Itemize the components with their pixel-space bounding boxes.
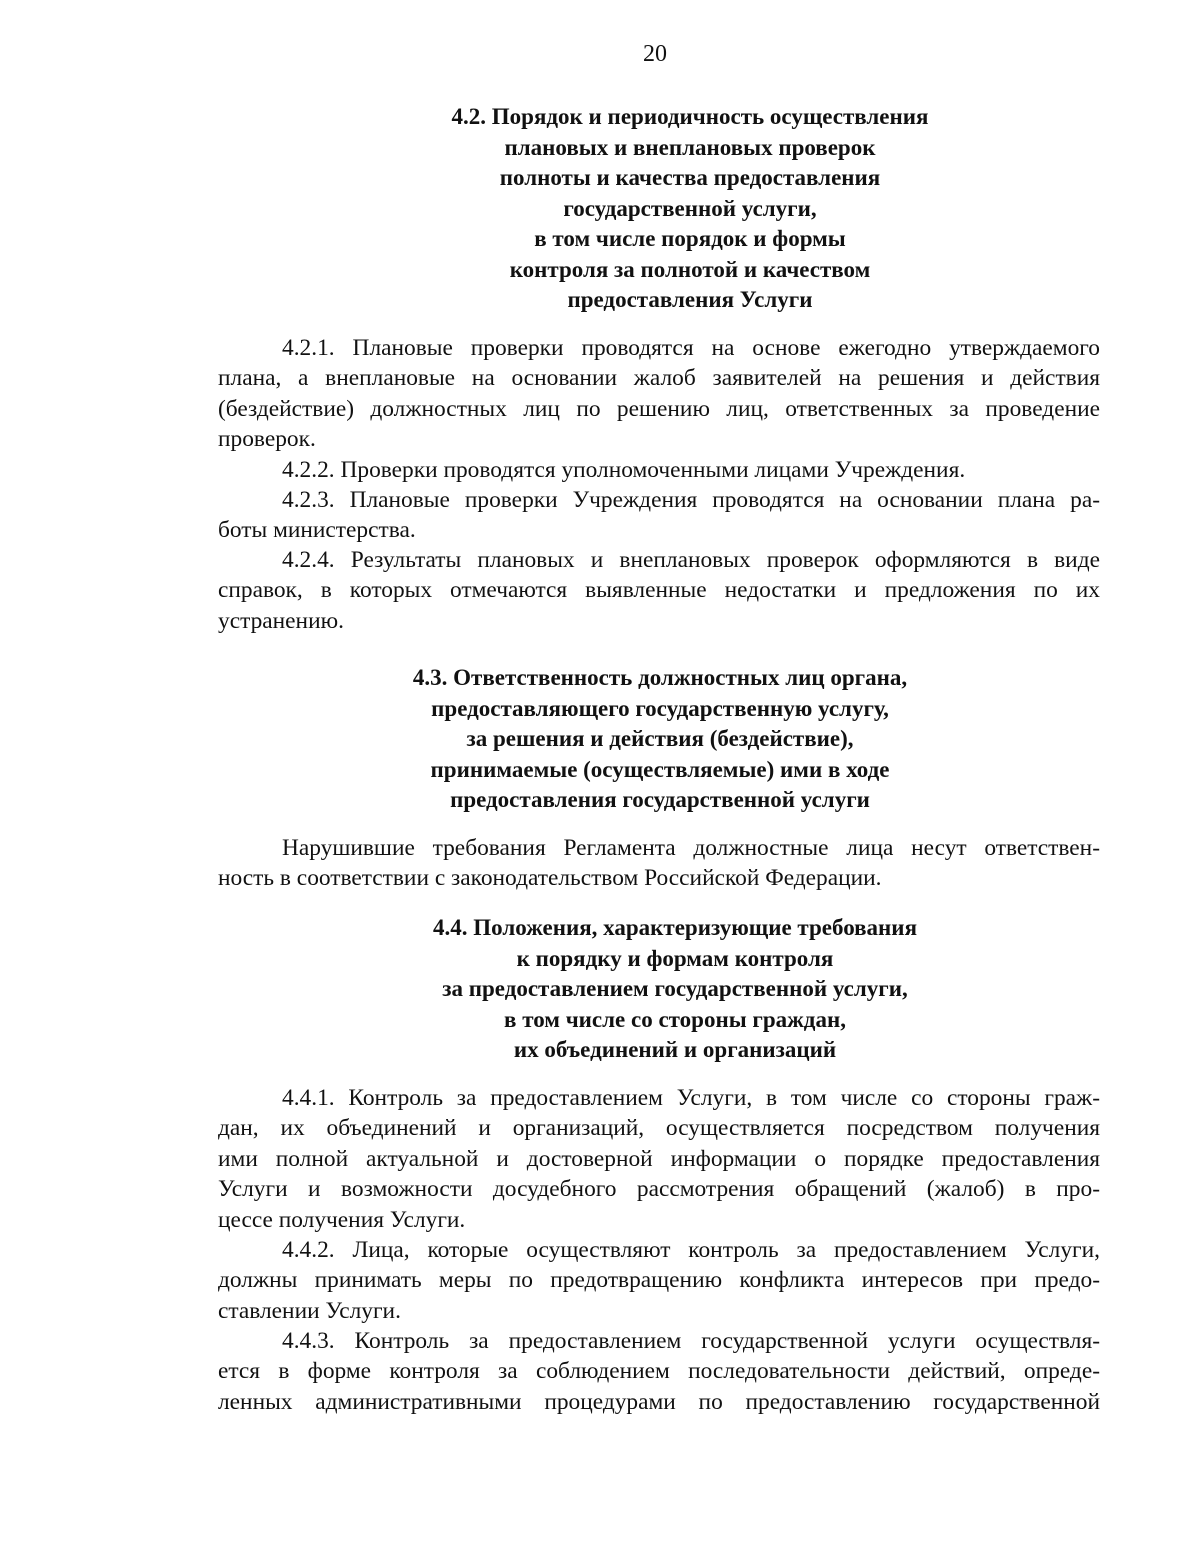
heading-line: 4.2. Порядок и периодичность осуществления xyxy=(451,104,929,129)
text-line: ность в соответствии с законодательством Российской Федерации. xyxy=(218,865,882,892)
text-line: боты министерства. xyxy=(218,517,416,544)
heading-line: предоставления Услуги xyxy=(567,287,813,312)
text-line: 4.2.2. Проверки проводятся уполномоченными лицами Учреждения. xyxy=(282,457,966,483)
text-line: должны принимать меры по предотвращению конфликта интересов при предо- xyxy=(218,1267,1100,1294)
heading-line: в том числе порядок и формы xyxy=(534,226,846,251)
heading-line: государственной услуги, xyxy=(563,195,817,221)
paragraph-4-3 xyxy=(218,833,1100,894)
heading-line: к порядку и формам контроля xyxy=(516,945,834,971)
text-line: ется в форме контроля за соблюдением последовательности действий, опреде- xyxy=(218,1358,1100,1385)
text-line: 4.4.1. Контроль за предоставлением Услуги, в том числе со стороны граж- xyxy=(282,1085,1100,1111)
text-line: 4.2.1. Плановые проверки проводятся на основе ежегодно утверждаемого xyxy=(282,335,1100,361)
heading-line: предоставления государственной услуги xyxy=(450,787,870,812)
section-4-2-heading xyxy=(300,102,1080,316)
paragraph-4-2-4 xyxy=(218,545,1100,636)
text-line: проверок. xyxy=(218,426,316,453)
text-line: ленных административными процедурами по предоставлению государственной xyxy=(218,1388,1100,1415)
text-line: 4.2.3. Плановые проверки Учреждения проводятся на основании плана ра- xyxy=(282,487,1100,513)
paragraph-4-4-2 xyxy=(218,1235,1100,1326)
page-number: 20 xyxy=(643,41,667,67)
heading-line: принимаемые (осуществляемые) ими в ходе xyxy=(430,756,890,782)
text-line: устранению. xyxy=(218,607,344,634)
paragraph-4-4-1 xyxy=(218,1083,1100,1235)
paragraph-4-4-3 xyxy=(218,1326,1100,1417)
heading-line: их объединений и организаций xyxy=(513,1037,837,1062)
heading-line: предоставляющего государственную услугу, xyxy=(431,695,889,721)
paragraph-4-2-3 xyxy=(218,485,1100,546)
text-line: цессе получения Услуги. xyxy=(218,1206,466,1233)
text-line: 4.4.2. Лица, которые осуществляют контроль за предоставлением Услуги, xyxy=(282,1237,1100,1263)
section-4-4-heading xyxy=(275,913,1075,1066)
text-line: плана, а внеплановые на основании жалоб заявителей на решения и действия xyxy=(218,365,1100,392)
text-line: ставлении Услуги. xyxy=(218,1297,401,1324)
section-4-3-heading xyxy=(260,663,1060,816)
text-line: справок, в которых отмечаются выявленные недостатки и предложения по их xyxy=(218,577,1100,604)
heading-line: за решения и действия (бездействие), xyxy=(466,726,854,751)
heading-line: в том числе со стороны граждан, xyxy=(504,1006,846,1032)
heading-line: полноты и качества предоставления xyxy=(499,165,881,190)
text-line: ими полной актуальной и достоверной информации о порядке предоставления xyxy=(218,1145,1100,1172)
paragraph-4-2-1 xyxy=(218,333,1100,455)
text-line: Нарушившие требования Регламента должностные лица несут ответствен- xyxy=(282,835,1100,861)
text-line: 4.4.3. Контроль за предоставлением государственной услуги осуществля- xyxy=(282,1328,1100,1354)
paragraph-4-2-2 xyxy=(218,455,1100,485)
heading-line: плановых и внеплановых проверок xyxy=(504,134,876,160)
heading-line: 4.4. Положения, характеризующие требования xyxy=(432,915,918,940)
text-line: дан, их объединений и организаций, осуществляется посредством получения xyxy=(218,1115,1100,1142)
heading-line: 4.3. Ответственность должностных лиц органа, xyxy=(412,665,908,690)
heading-line: за предоставлением государственной услуги, xyxy=(442,976,908,1001)
text-line: Услуги и возможности досудебного рассмотрения обращений (жалоб) в про- xyxy=(218,1176,1100,1203)
heading-line: контроля за полнотой и качеством xyxy=(509,256,871,282)
text-line: 4.2.4. Результаты плановых и внеплановых проверок оформляются в виде xyxy=(282,547,1100,573)
text-line: (бездействие) должностных лиц по решению лиц, ответственных за проведение xyxy=(218,395,1100,422)
